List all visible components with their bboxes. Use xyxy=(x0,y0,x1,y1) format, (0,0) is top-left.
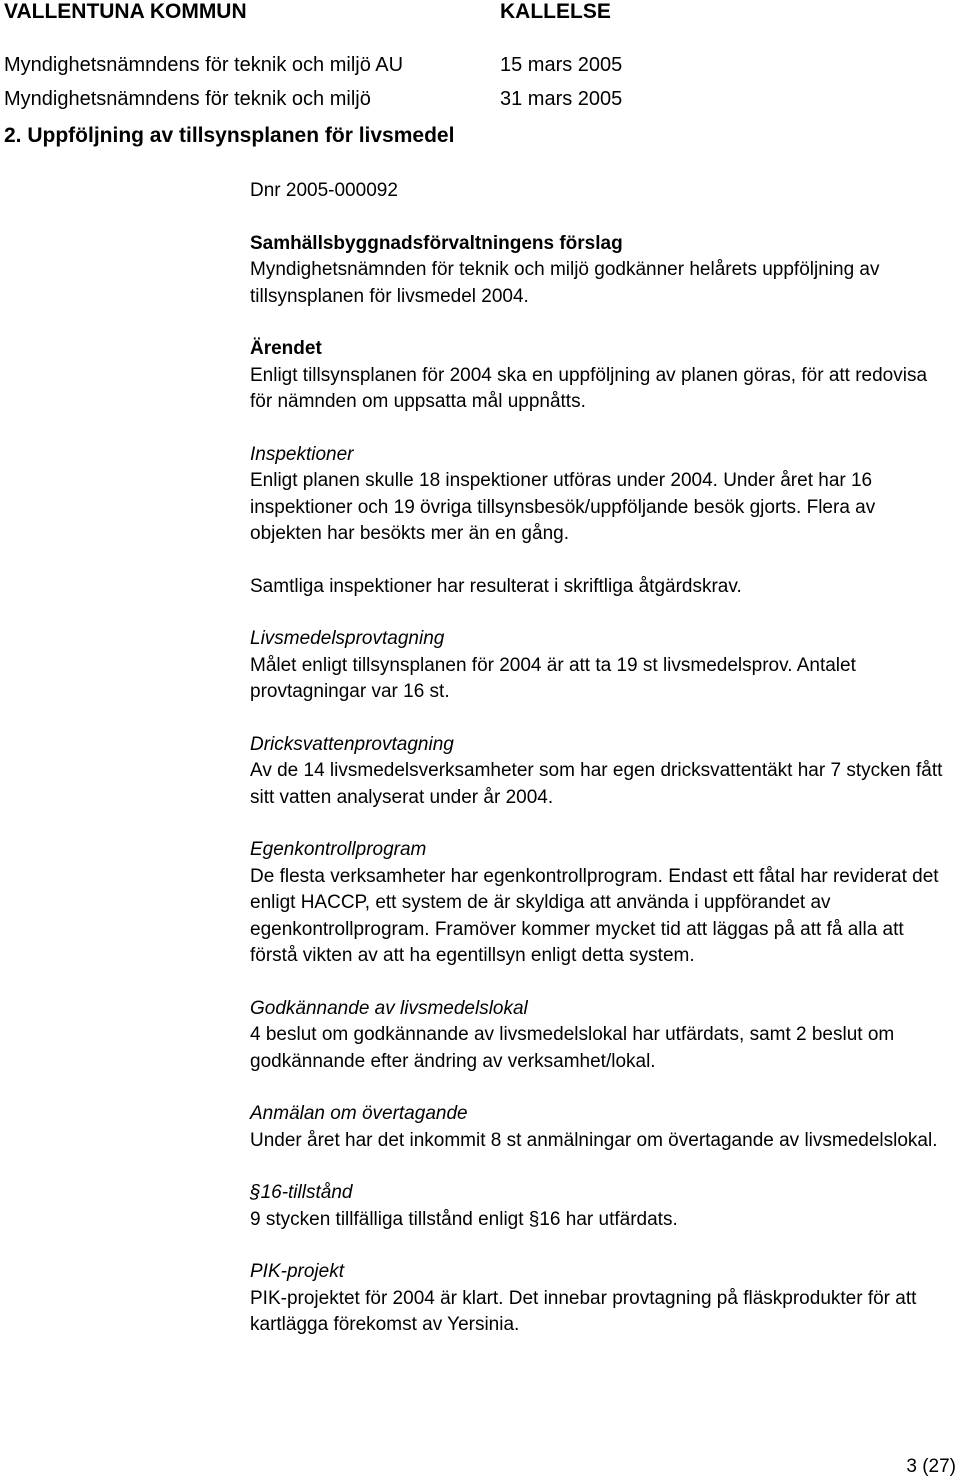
item-title: 2. Uppföljning av tillsynsplanen för livsmedel xyxy=(4,124,455,147)
diary-number: Dnr 2005-000092 xyxy=(250,180,398,201)
section-heading-inspections: Inspektioner xyxy=(250,443,354,465)
matter-heading: Ärendet xyxy=(250,338,322,359)
section-heading-premises-approval: Godkännande av livsmedelslokal xyxy=(250,997,528,1019)
item-content xyxy=(250,178,950,1339)
section-heading-takeover-notice: Anmälan om övertagande xyxy=(250,1103,468,1124)
section-heading-permits: §16-tillstånd xyxy=(250,1182,353,1203)
section-text-permits: 9 stycken tillfälliga tillstånd enligt §16 har utfärdats. xyxy=(250,1208,678,1230)
section-text-takeover-notice: Under året har det inkommit 8 st anmälningar om övertagande av livsmedelslokal. xyxy=(250,1129,938,1151)
section-text-self-control: De flesta verksamheter har egenkontrollprogram. Endast ett fåtal har reviderat det enligt HACCP, ett system de är skyldiga att använda i uppförandet av egenkontrollprogram. Framöver kommer mycket tid att läggas på att få alla att förstå vikten av att ha egentillsyn enligt detta system. xyxy=(250,865,939,966)
section-text-water-sampling: Av de 14 livsmedelsverksamheter som har egen dricksvattentäkt har 7 stycken fått sitt vatten analyserat under år 2004. xyxy=(250,760,943,808)
section-text-food-sampling: Målet enligt tillsynsplanen för 2004 är att ta 19 st livsmedelsprov. Antalet provtagningar var 16 st. xyxy=(250,654,856,702)
section-heading-food-sampling: Livsmedelsprovtagning xyxy=(250,628,445,649)
section-text-inspections: Enligt planen skulle 18 inspektioner utföras under 2004. Under året har 16 inspektioner och 19 övriga tillsynsbesök/uppföljande besök gjorts. Flera av objekten har besökts mer än en gång. xyxy=(250,470,876,544)
section-text-premises-approval: 4 beslut om godkännande av livsmedelslokal har utfärdats, samt 2 beslut om godkännande efter ändring av verksamhet/lokal. xyxy=(250,1024,895,1072)
page-number: 3 (27) xyxy=(906,1456,956,1477)
matter-text: Enligt tillsynsplanen för 2004 ska en uppföljning av planen göras, för att redovisa för nämnden om uppsatta mål uppnåtts. xyxy=(250,364,928,412)
document-type: KALLELSE xyxy=(500,0,611,23)
meeting-date-2: 31 mars 2005 xyxy=(500,88,623,110)
meeting-body-2: Myndighetsnämndens för teknik och miljö xyxy=(4,88,371,110)
meeting-body-1: Myndighetsnämndens för teknik och miljö AU xyxy=(4,54,404,76)
section-text-inspection-results: Samtliga inspektioner har resulterat i skriftliga åtgärdskrav. xyxy=(250,575,742,597)
section-text-pik-project: PIK-projektet för 2004 är klart. Det innebar provtagning på fläskprodukter för att kartlägga förekomst av Yersinia. xyxy=(250,1287,917,1335)
section-heading-pik-project: PIK-projekt xyxy=(250,1261,344,1282)
section-heading-self-control: Egenkontrollprogram xyxy=(250,839,427,860)
section-heading-water-sampling: Dricksvattenprovtagning xyxy=(250,733,454,755)
proposal-heading: Samhällsbyggnadsförvaltningens förslag xyxy=(250,232,623,254)
organization-name: VALLENTUNA KOMMUN xyxy=(4,0,247,23)
proposal-text: Myndighetsnämnden för teknik och miljö godkänner helårets uppföljning av tillsynsplanen för livsmedel 2004. xyxy=(250,259,880,307)
meeting-date-1: 15 mars 2005 xyxy=(500,54,623,76)
